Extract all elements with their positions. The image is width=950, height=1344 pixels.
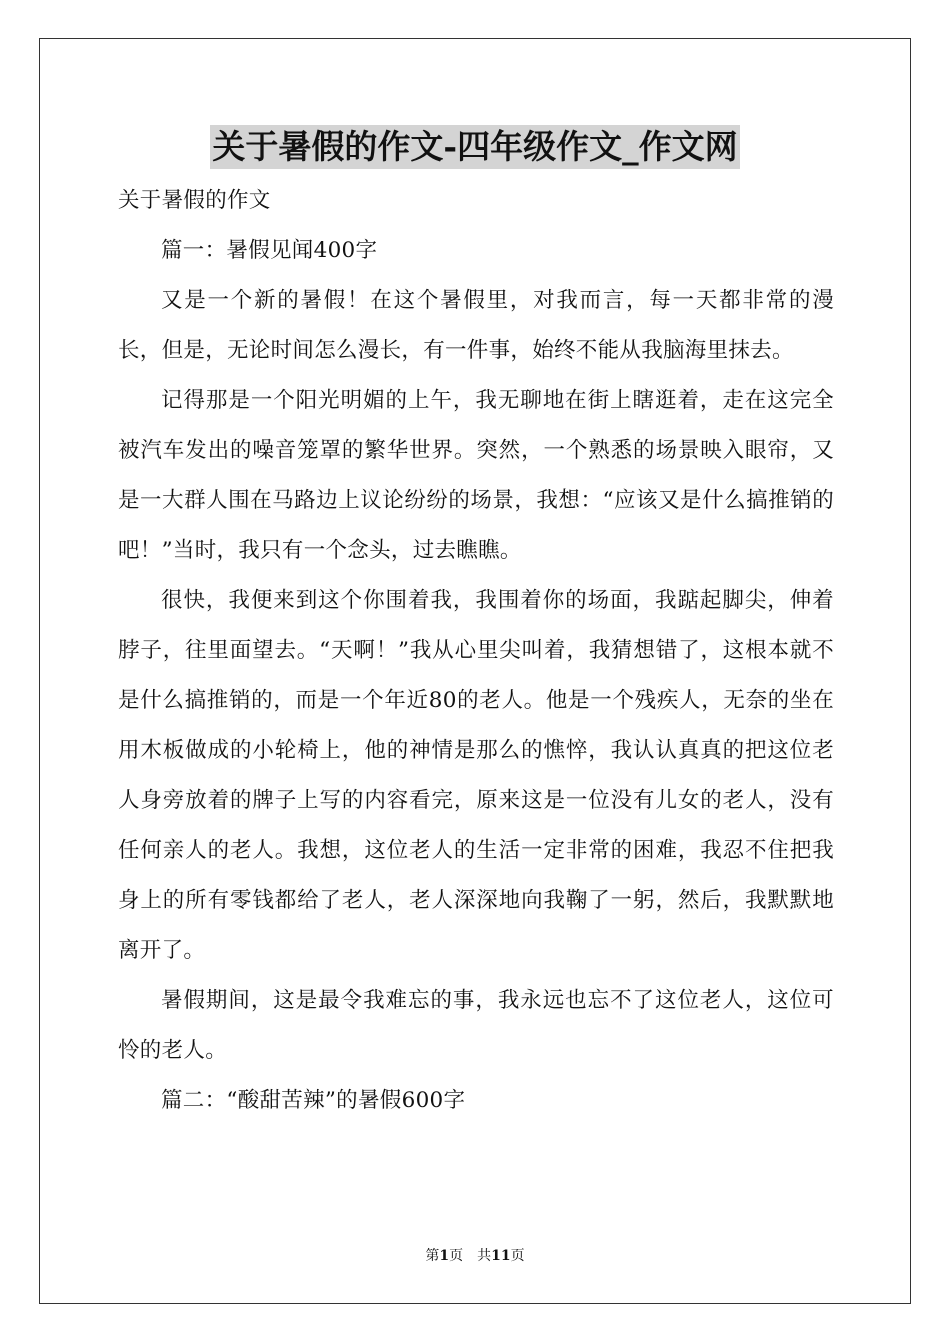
footer-prefix: 第 (425, 1248, 440, 1264)
document-body (118, 176, 834, 1126)
document-title: 关于暑假的作文-四年级作文_作文网 (210, 125, 739, 169)
footer-page-mid: 页 共 (449, 1248, 492, 1264)
footer-suffix: 页 (510, 1248, 525, 1264)
paragraph-section-title: 篇一：暑假见闻400字 (161, 238, 378, 263)
title-wrap (0, 125, 950, 169)
paragraph-section-title: 篇二：“酸甜苦辣”的暑假600字 (161, 1088, 466, 1113)
footer-page-current: 1 (439, 1248, 450, 1264)
paragraph-heading: 关于暑假的作文 (118, 188, 271, 213)
paragraph: 又是一个新的暑假！在这个暑假里，对我而言，每一天都非常的漫长，但是，无论时间怎么漫长，有一件事，始终不能从我脑海里抹去。 (118, 288, 834, 363)
paragraph: 记得那是一个阳光明媚的上午，我无聊地在街上瞎逛着，走在这完全被汽车发出的噪音笼罩的繁华世界。突然，一个熟悉的场景映入眼帘，又是一大群人围在马路边上议论纷纷的场景，我想：“应该又是什么搞推销的吧！”当时，我只有一个念头，过去瞧瞧。 (118, 388, 834, 563)
paragraph: 暑假期间，这是最令我难忘的事，我永远也忘不了这位老人，这位可怜的老人。 (118, 988, 834, 1063)
paragraph: 很快，我便来到这个你围着我，我围着你的场面，我踮起脚尖，伸着脖子，往里面望去。“天啊！”我从心里尖叫着，我猜想错了，这根本就不是什么搞推销的，而是一个年近80的老人。他是一个残疾人，无奈的坐在用木板做成的小轮椅上，他的神情是那么的憔悴，我认认真真的把这位老人身旁放着的牌子上写的内容看完，原来这是一位没有儿女的老人，没有任何亲人的老人。我想，这位老人的生活一定非常的困难，我忍不住把我身上的所有零钱都给了老人，老人深深地向我鞠了一躬，然后，我默默地离开了。 (118, 588, 834, 963)
page-footer (0, 1246, 950, 1266)
footer-page-total: 11 (491, 1248, 511, 1264)
